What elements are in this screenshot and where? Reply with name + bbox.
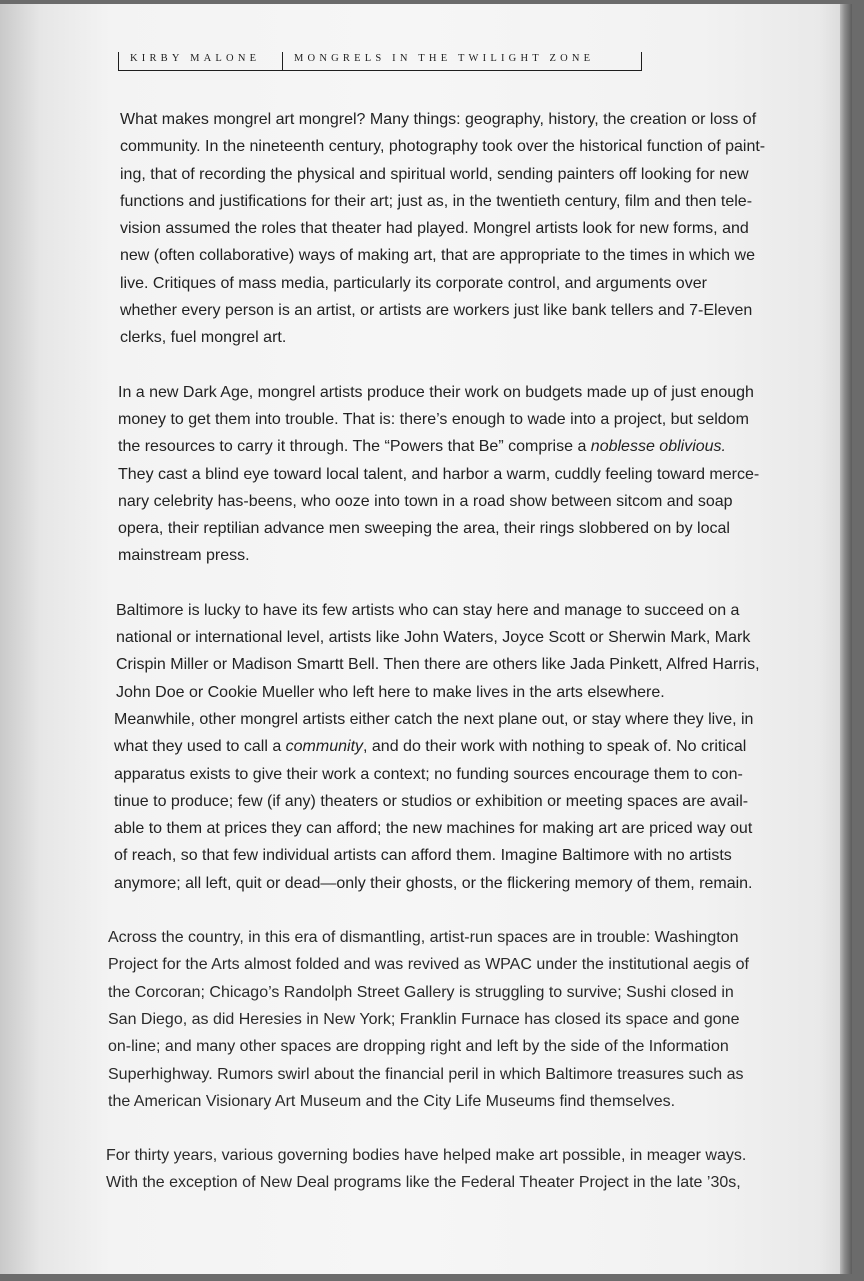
text-line	[118, 433, 796, 460]
text-line: vision assumed the roles that theater had played. Mongrel artists look for new forms, and	[120, 220, 749, 238]
text-line-start: the resources to carry it through. The “Powers that Be” comprise a	[118, 438, 591, 456]
italic-word: community	[285, 738, 364, 756]
running-head-divider	[118, 52, 119, 70]
running-head-author: KIRBY MALONE	[130, 53, 261, 64]
text-line: For thirty years, various governing bodies have helped make art possible, in meager ways.	[106, 1147, 747, 1165]
text-line: Across the country, in this era of dismantling, artist-run spaces are in trouble: Washington	[108, 929, 739, 947]
text-line: clerks, fuel mongrel art.	[120, 329, 287, 347]
text-line: San Diego, as did Heresies in New York; Franklin Furnace has closed its space and gone	[108, 1010, 740, 1028]
text-line: apparatus exists to give their work a context; no funding sources encourage them to con-	[114, 765, 743, 783]
paragraph-4	[114, 706, 796, 897]
text-line: the American Visionary Art Museum and the City Life Museums find themselves.	[108, 1092, 676, 1110]
book-page	[0, 4, 852, 1274]
text-line: opera, their reptilian advance men sweeping the area, their rings slobbered on by local	[118, 520, 730, 538]
running-head-divider	[282, 52, 283, 70]
text-line: on-line; and many other spaces are dropping right and left by the side of the Information	[108, 1038, 729, 1056]
text-line: money to get them into trouble. That is: there’s enough to wade into a project, but seldom	[118, 410, 749, 428]
italic-phrase: noblesse oblivious.	[590, 438, 726, 456]
text-line: the Corcoran; Chicago’s Randolph Street Gallery is struggling to survive; Sushi closed in	[108, 983, 734, 1001]
text-line: able to them at prices they can afford; the new machines for making art are priced way out	[114, 820, 753, 838]
paragraph-3	[116, 597, 796, 706]
text-line: whether every person is an artist, or artists are workers just like bank tellers and 7-Eleven	[120, 302, 753, 320]
running-head-title: MONGRELS IN THE TWILIGHT ZONE	[294, 53, 595, 64]
text-line: With the exception of New Deal programs like the Federal Theater Project in the late ’30s,	[106, 1174, 741, 1192]
text-line: What makes mongrel art mongrel? Many things: geography, history, the creation or loss of	[120, 111, 757, 128]
text-line: They cast a blind eye toward local talent, and harbor a warm, cuddly feeling toward merce-	[118, 465, 760, 483]
paragraph-5	[108, 924, 796, 1115]
text-line	[114, 733, 796, 760]
text-line: anymore; all left, quit or dead—only their ghosts, or the flickering memory of them, remain.	[114, 874, 753, 892]
text-line: Meanwhile, other mongrel artists either catch the next plane out, or stay where they live, in	[114, 710, 754, 728]
text-line: Crispin Miller or Madison Smartt Bell. Then there are others like Jada Pinkett, Alfred Harris,	[116, 656, 760, 674]
paragraph-2	[118, 379, 796, 570]
body-text	[106, 106, 796, 1224]
paragraph-6	[106, 1142, 796, 1197]
text-line: national or international level, artists like John Waters, Joyce Scott or Sherwin Mark, Mark	[116, 629, 751, 647]
text-line: functions and justifications for their art; just as, in the twentieth century, film and then tele-	[120, 192, 753, 210]
text-line: nary celebrity has-beens, who ooze into town in a road show between sitcom and soap	[118, 492, 733, 510]
text-line: Superhighway. Rumors swirl about the financial peril in which Baltimore treasures such as	[108, 1065, 744, 1083]
text-line: new (often collaborative) ways of making art, that are appropriate to the times in which we	[120, 247, 755, 265]
text-line: Project for the Arts almost folded and was revived as WPAC under the institutional aegis of	[108, 956, 749, 974]
text-line: ing, that of recording the physical and spiritual world, sending painters off looking for new	[120, 165, 749, 183]
text-line: mainstream press.	[118, 547, 250, 565]
paragraph-1	[120, 106, 796, 352]
text-line: Baltimore is lucky to have its few artists who can stay here and manage to succeed on a	[116, 601, 740, 619]
page-edge-shadow	[840, 4, 852, 1274]
running-head-divider	[641, 52, 642, 70]
running-head-rule	[118, 70, 642, 71]
running-head	[118, 48, 642, 74]
text-line-end: , and do their work with nothing to speak of. No critical	[363, 738, 747, 756]
text-line: live. Critiques of mass media, particularly its corporate control, and arguments over	[120, 274, 707, 292]
text-line-start: what they used to call a	[114, 738, 286, 756]
text-line: community. In the nineteenth century, photography took over the historical function of paint-	[120, 138, 766, 156]
text-line: John Doe or Cookie Mueller who left here to make lives in the arts elsewhere.	[116, 683, 665, 701]
text-line: tinue to produce; few (if any) theaters or studios or exhibition or meeting spaces are avail-	[114, 792, 749, 810]
text-line: of reach, so that few individual artists can afford them. Imagine Baltimore with no artists	[114, 847, 732, 865]
text-line: In a new Dark Age, mongrel artists produce their work on budgets made up of just enough	[118, 383, 754, 401]
